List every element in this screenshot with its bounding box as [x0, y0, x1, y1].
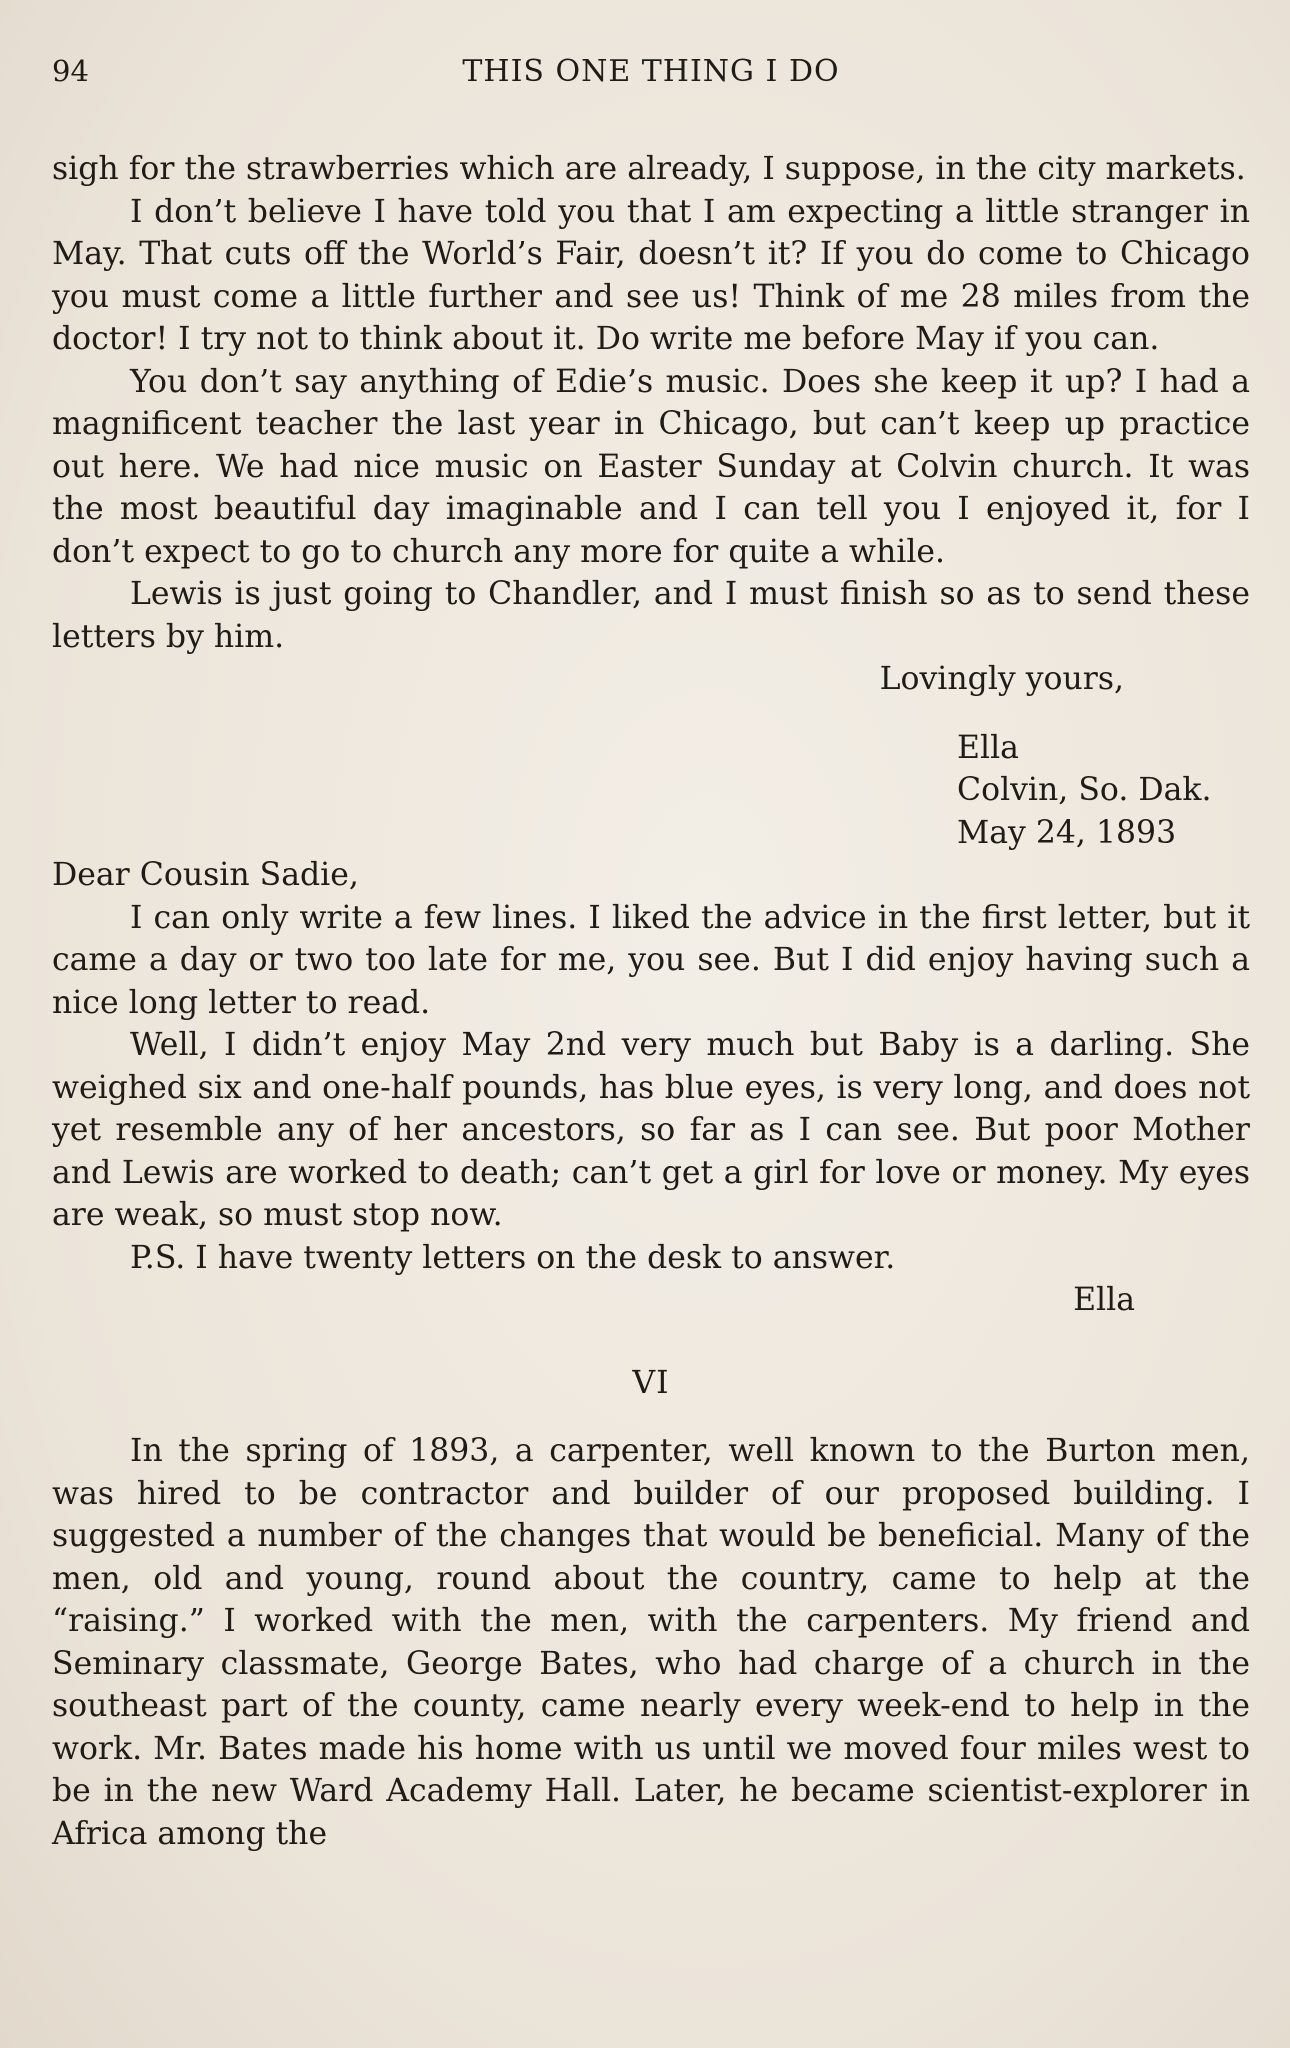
running-title: THIS ONE THING I DO [462, 54, 840, 89]
letter1-closing: Lovingly yours, [879, 661, 1124, 697]
letter-heading-block [52, 727, 1250, 855]
letter1-paragraph-4: Lewis is just going to Chandler, and I must finish so as to send these letters by him. [52, 576, 1250, 655]
section-paragraph-1: In the spring of 1893, a carpenter, well known to the Burton men, was hired to be contractor and builder of our proposed building. I suggested a number of the changes that would be beneficial. Many of the men, old and young, round about the country, came to help at the “raising.” I worked with the men, with the carpenters. My friend and Seminary classmate, George Bates, who had charge of a church in the southeast part of the county, came nearly every week-end to help in the work. Mr. Bates made his home with us until we moved four miles west to be in the new Ward Academy Hall. Later, he became scientist-explorer in Africa among the [52, 1433, 1250, 1852]
letter1-paragraph-3: You don’t say anything of Edie’s music. Does she keep it up? I had a magnificent teacher the last year in Chicago, but can’t keep up practice out here. We had nice music on Easter Sunday at Colvin church. It was the most beautiful day imaginable and I can tell you I enjoyed it, for I don’t expect to go to church any more for quite a while. [52, 363, 1250, 570]
letter2-paragraph-1: I can only write a few lines. I liked the advice in the first letter, but it came a day or two too late for me, you see. But I did enjoy having such a nice long letter to read. [52, 899, 1250, 1021]
letter-place: Colvin, So. Dak. [957, 772, 1212, 808]
letter2-postscript: P.S. I have twenty letters on the desk to answer. [130, 1239, 896, 1276]
letter-signature: Ella [957, 729, 1019, 766]
letter1-paragraph-2: I don’t believe I have told you that I am expecting a little stranger in May. That cuts off the World’s Fair, doesn’t it? If you do come to Chicago you must come a little further and see us! Think of me 28 miles from the doctor! I try not to think about it. Do write me before May if you can. [52, 193, 1250, 357]
page-header [52, 54, 1250, 94]
letter2-ps-signature: Ella [1073, 1282, 1135, 1318]
page-body [52, 148, 1250, 1855]
section-heading: VI [632, 1364, 670, 1401]
letter-date: May 24, 1893 [957, 814, 1177, 851]
letter2-paragraph-2: Well, I didn’t enjoy May 2nd very much but Baby is a darling. She weighed six and one-half pounds, has blue eyes, is very long, and does not yet resemble any of her ancestors, so far as I can see. But poor Mother and Lewis are worked to death; can’t get a girl for love or money. My eyes are weak, so must stop now. [52, 1027, 1250, 1233]
letter1-paragraph-1: sigh for the strawberries which are already, I suppose, in the city markets. [52, 151, 1246, 187]
letter2-salutation: Dear Cousin Sadie, [52, 857, 359, 893]
page-number: 94 [52, 54, 89, 88]
